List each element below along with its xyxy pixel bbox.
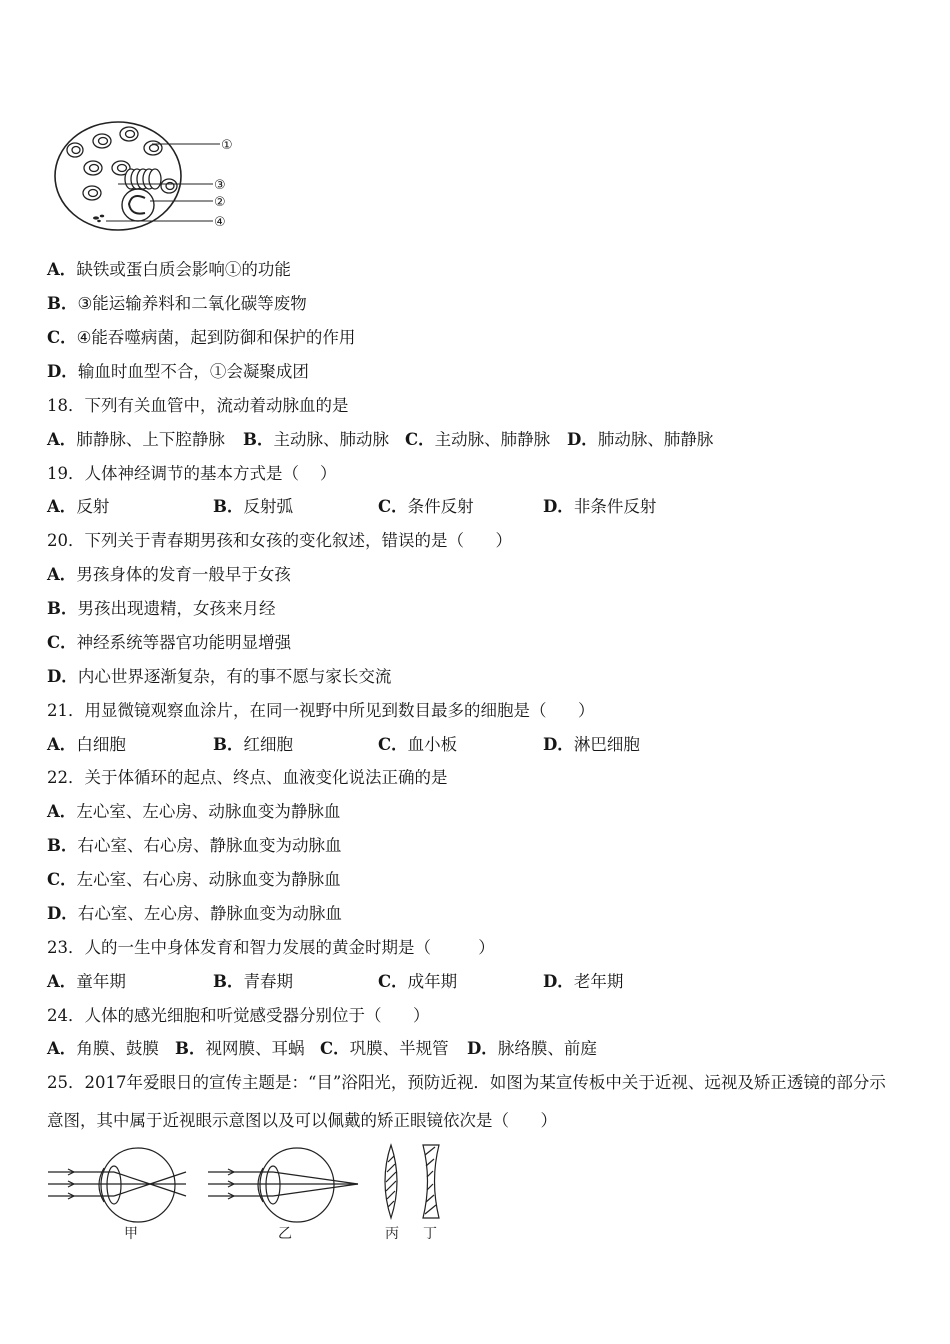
label-bing: 丙 [385, 1226, 399, 1242]
option-label: A． [47, 1039, 77, 1058]
red-blood-cell [161, 179, 177, 193]
option-text: 右心室、左心房、静脉血变为动脉血 [77, 904, 342, 923]
label-jia: 甲 [124, 1226, 138, 1242]
option-label: D． [543, 972, 574, 991]
option-text: ③能运输养料和二氧化碳等废物 [77, 294, 307, 313]
eyeball [260, 1148, 334, 1222]
option-text: 男孩身体的发育一般早于女孩 [76, 565, 291, 584]
q20-stem: 20．下列关于青春期男孩和女孩的变化叙述，错误的是（ ） [47, 531, 512, 550]
q18-option-c [405, 430, 550, 450]
label-4: ④ [214, 215, 226, 230]
red-blood-cell [83, 186, 101, 200]
option-text: 左心室、左心房、动脉血变为静脉血 [76, 802, 341, 821]
q21-option-c [378, 735, 457, 755]
q20-option-a [47, 565, 291, 585]
eye-diagram-jia [48, 1148, 186, 1222]
option-label: D． [543, 735, 574, 754]
q22-stem: 22．关于体循环的起点、终点、血液变化说法正确的是 [47, 768, 448, 787]
option-text: ④能吞噬病菌，起到防御和保护的作用 [76, 328, 356, 347]
q23-option-a [47, 972, 126, 992]
option-label: D． [467, 1039, 498, 1058]
q24-option-d [467, 1039, 597, 1059]
convex-lens [385, 1145, 397, 1218]
red-blood-cell [84, 161, 102, 175]
option-label: B． [213, 735, 244, 754]
q19-option-c [378, 497, 474, 517]
q23-option-d [543, 972, 623, 992]
q19-stem: 19．人体神经调节的基本方式是（ ） [47, 464, 337, 483]
q24-option-b [175, 1039, 304, 1059]
option-text: 红细胞 [243, 735, 293, 754]
option-label: A． [47, 802, 77, 821]
option-text: 神经系统等器官功能明显增强 [76, 633, 292, 652]
option-label: D． [543, 497, 574, 516]
q19-option-d [543, 497, 656, 517]
option-label: B． [243, 430, 274, 449]
q23-option-c [378, 972, 457, 992]
option-text: 非条件反射 [573, 497, 657, 516]
q18-option-b [243, 430, 389, 450]
option-text: 缺铁或蛋白质会影响①的功能 [76, 260, 291, 279]
q22-option-a [47, 802, 340, 822]
q18-stem: 18．下列有关血管中，流动着动脉血的是 [47, 396, 349, 415]
q20-option-c [47, 633, 291, 653]
q24-option-a [47, 1039, 159, 1059]
option-text: 右心室、右心房、静脉血变为动脉血 [77, 836, 342, 855]
red-blood-cells [67, 127, 177, 200]
label-2: ② [214, 195, 226, 210]
eye-lens-figure [40, 1138, 460, 1248]
option-text: 条件反射 [407, 497, 474, 516]
option-label: A． [47, 260, 77, 279]
q21-option-a [47, 735, 126, 755]
option-text: 白细胞 [76, 735, 126, 754]
label-3: ③ [214, 178, 226, 193]
option-text: 成年期 [407, 972, 458, 991]
option-text: 童年期 [76, 972, 126, 991]
platelets [93, 215, 104, 223]
q24-option-c [320, 1039, 449, 1059]
option-label: D． [47, 667, 78, 686]
q18-option-d [567, 430, 713, 450]
q25-stem-line1: 25．2017年爱眼日的宣传主题是：“目”浴阳光，预防近视．如图为某宣传板中关于近视、远视及矫正透镜的部分示 [47, 1073, 886, 1092]
option-text: 淋巴细胞 [573, 735, 640, 754]
q20-option-d [47, 667, 391, 687]
red-blood-cell [93, 134, 111, 148]
red-blood-cell [144, 141, 162, 155]
option-label: B． [175, 1039, 206, 1058]
q25-stem-line2: 意图，其中属于近视眼示意图以及可以佩戴的矫正眼镜依次是（ ） [47, 1111, 557, 1130]
stacked-red-cells [125, 169, 161, 189]
q20-option-b [47, 599, 275, 619]
option-label: C． [378, 497, 408, 516]
option-text: 肺静脉、上下腔静脉 [76, 430, 225, 449]
option-label: C． [320, 1039, 350, 1058]
q22-option-b [47, 836, 341, 856]
option-label: B． [213, 972, 244, 991]
option-text: 青春期 [243, 972, 293, 991]
q18-option-a [47, 430, 225, 450]
q21-option-d [543, 735, 640, 755]
q22-option-d [47, 904, 342, 924]
q22-option-c [47, 870, 341, 890]
option-label: D． [47, 362, 78, 381]
q23-option-b [213, 972, 293, 992]
option-label: A． [47, 735, 77, 754]
q21-option-b [213, 735, 293, 755]
option-text: 肺动脉、肺静脉 [597, 430, 714, 449]
q17-option-a [47, 260, 291, 280]
option-label: D． [567, 430, 598, 449]
light-rays [208, 1169, 358, 1199]
option-text: 左心室、右心房、动脉血变为静脉血 [76, 870, 341, 889]
option-text: 男孩出现遗精，女孩来月经 [77, 599, 276, 618]
eyeball [101, 1148, 175, 1222]
eye-diagram-yi [208, 1148, 358, 1222]
option-text: 血小板 [407, 735, 458, 754]
label-ding: 丁 [423, 1226, 437, 1242]
option-label: C． [378, 735, 408, 754]
q23-stem: 23．人的一生中身体发育和智力发展的黄金时期是（ ） [47, 938, 495, 957]
red-blood-cell [67, 143, 83, 157]
option-label: D． [47, 904, 78, 923]
option-text: 视网膜、耳蜗 [205, 1039, 305, 1058]
q17-option-d [47, 362, 309, 382]
white-blood-cell [122, 189, 154, 221]
q19-option-b [213, 497, 293, 517]
label-yi: 乙 [278, 1226, 292, 1242]
option-text: 脉络膜、前庭 [497, 1039, 597, 1058]
option-text: 角膜、鼓膜 [76, 1039, 159, 1058]
option-text: 反射 [76, 497, 110, 516]
option-label: C． [47, 633, 77, 652]
label-1: ① [221, 138, 233, 153]
option-text: 内心世界逐渐复杂，有的事不愿与家长交流 [77, 667, 392, 686]
option-text: 主动脉、肺动脉 [273, 430, 389, 449]
option-label: B． [213, 497, 244, 516]
option-text: 输血时血型不合，①会凝聚成团 [77, 362, 309, 381]
option-label: A． [47, 497, 77, 516]
option-label: A． [47, 430, 77, 449]
option-text: 巩膜、半规管 [349, 1039, 449, 1058]
option-label: C． [47, 328, 77, 347]
q17-option-c [47, 328, 355, 348]
option-text: 老年期 [573, 972, 624, 991]
microscope-field-circle [55, 122, 181, 230]
q19-option-a [47, 497, 109, 517]
option-label: C． [378, 972, 408, 991]
q24-stem: 24．人体的感光细胞和听觉感受器分别位于（ ） [47, 1006, 430, 1025]
option-label: B． [47, 294, 78, 313]
concave-lens [423, 1145, 439, 1218]
option-label: C． [405, 430, 435, 449]
option-label: A． [47, 565, 77, 584]
option-text: 反射弧 [243, 497, 293, 516]
option-label: A． [47, 972, 77, 991]
red-blood-cell [120, 127, 138, 141]
q17-option-b [47, 294, 307, 314]
option-text: 主动脉、肺静脉 [434, 430, 551, 449]
option-label: B． [47, 836, 78, 855]
blood-smear-figure [40, 110, 250, 240]
option-label: C． [47, 870, 77, 889]
option-label: B． [47, 599, 78, 618]
light-rays [48, 1169, 186, 1199]
q21-stem: 21．用显微镜观察血涂片，在同一视野中所见到数目最多的细胞是（ ） [47, 701, 595, 720]
